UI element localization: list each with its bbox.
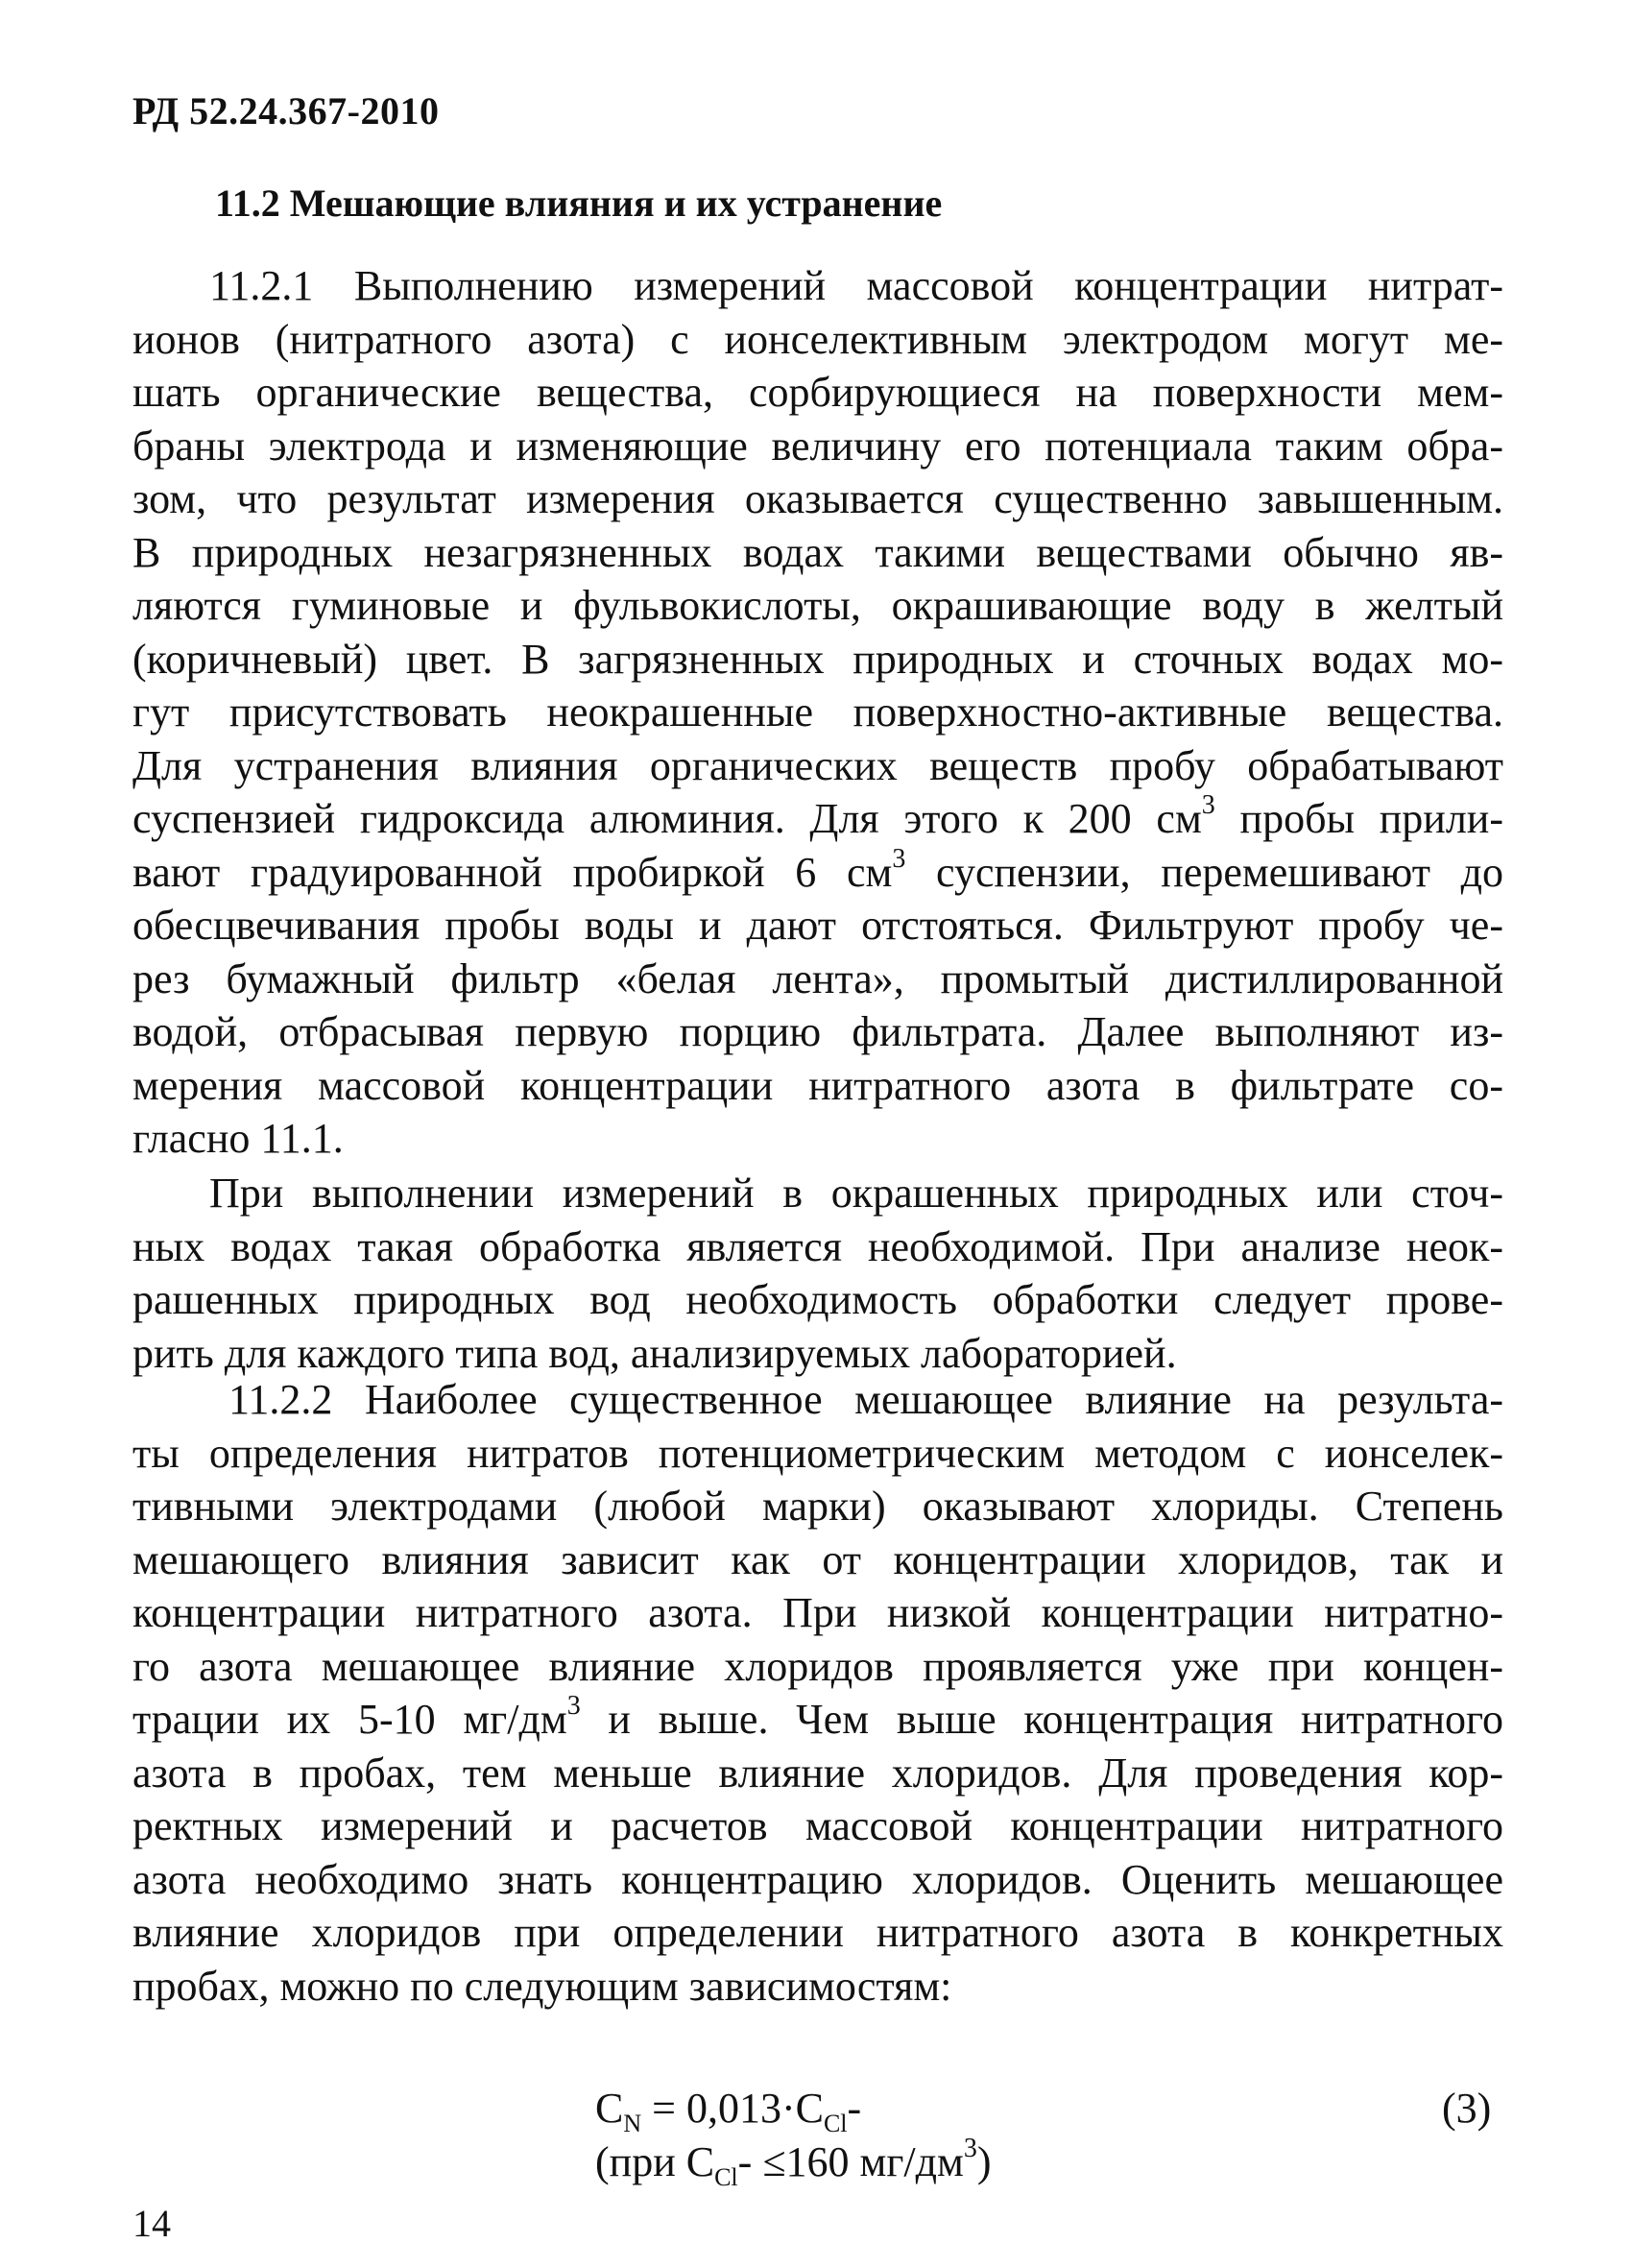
- text-line: браны электрода и изменяющие величину его потенциала таким обра-: [132, 422, 1503, 470]
- text-line: шать органические вещества, сорбирующиеся на поверхности мем-: [132, 369, 1503, 416]
- formula-number: (3): [1442, 2085, 1492, 2132]
- text-line: тивными электродами (любой марки) оказывают хлориды. Степень: [132, 1483, 1503, 1530]
- paragraph-colored-waters: [132, 1167, 1503, 1380]
- text-fragment: суспензией гидроксида алюминия. Для этого к 200 см: [132, 795, 1202, 842]
- paragraph-11-2-1: [132, 259, 1503, 1166]
- text-line: мерения массовой концентрации нитратного азота в фильтрате со-: [132, 1061, 1503, 1109]
- text-line: ляются гуминовые и фульвокислоты, окрашивающие воду в желтый: [132, 582, 1503, 629]
- superscript: 3: [963, 2134, 977, 2164]
- text-line: гласно 11.1.: [132, 1115, 344, 1162]
- paragraph-11-2-2: [132, 1373, 1503, 2013]
- text-fragment: трации их 5-10 мг/дм: [132, 1696, 567, 1743]
- text-fragment: и выше. Чем выше концентрация нитратного: [580, 1696, 1504, 1743]
- text-line: обесцвечивания пробы воды и дают отстояться. Фильтруют пробу че-: [132, 902, 1503, 949]
- text-line: зом, что результат измерения оказывается существенно завышенным.: [132, 475, 1503, 522]
- text-line: гут присутствовать неокрашенные поверхностно-активные вещества.: [132, 688, 1503, 736]
- text-line: го азота мешающее влияние хлоридов проявляется уже при концен-: [132, 1642, 1503, 1690]
- text-line: пробах, можно по следующим зависимостям:: [132, 1962, 952, 2010]
- text-line: влияние хлоридов при определении нитратного азота в конкретных: [132, 1909, 1503, 1956]
- text-fragment: пробы прили-: [1214, 795, 1503, 842]
- text-line: [132, 843, 1503, 900]
- text-line: 11.2.1 Выполнению измерений массовой концентрации нитрат-: [209, 262, 1503, 309]
- text-line: ных водах такая обработка является необходимой. При анализе неок-: [132, 1222, 1503, 1270]
- text-line: азота в пробах, тем меньше влияние хлоридов. Для проведения кор-: [132, 1749, 1503, 1797]
- text-line: азота необходимо знать концентрацию хлоридов. Оценить мешающее: [132, 1855, 1503, 1903]
- text-line: (коричневый) цвет. В загрязненных природных и сточных водах мо-: [132, 635, 1503, 683]
- page-number: 14: [132, 2202, 171, 2245]
- text-line: концентрации нитратного азота. При низкой концентрации нитратно-: [132, 1589, 1503, 1636]
- formula-3: [595, 2084, 862, 2137]
- text-line: [132, 1693, 1503, 1747]
- subscript: Cl: [823, 2109, 848, 2137]
- text-line: Для устранения влияния органических веществ пробу обрабатывают: [132, 741, 1503, 789]
- text-line: ректных измерений и расчетов массовой концентрации нитратного: [132, 1802, 1503, 1849]
- text-fragment: суспензии, перемешивают до: [905, 848, 1503, 896]
- document-code: РД 52.24.367-2010: [132, 89, 440, 133]
- text-line: рить для каждого типа вод, анализируемых лабораторией.: [132, 1329, 1177, 1377]
- formula-text: -: [847, 2085, 862, 2132]
- text-line: В природных незагрязненных водах такими веществами обычно яв-: [132, 528, 1503, 576]
- text-line: ты определения нитратов потенциометрическим методом с ионселек-: [132, 1429, 1503, 1477]
- formula-text: - ≤160 мг/дм: [737, 2138, 964, 2185]
- formula-text: ): [976, 2138, 992, 2185]
- formula-text: (при C: [595, 2138, 715, 2185]
- superscript: 3: [892, 843, 906, 874]
- section-heading: 11.2 Мешающие влияния и их устранение: [215, 181, 943, 225]
- subscript: N: [623, 2109, 642, 2137]
- text-line: рашенных природных вод необходимость обработки следует прове-: [132, 1276, 1503, 1323]
- text-fragment: вают градуированной пробиркой 6 см: [132, 848, 893, 896]
- text-line: водой, отбрасывая первую порцию фильтрата. Далее выполняют из-: [132, 1008, 1503, 1055]
- superscript: 3: [566, 1691, 581, 1722]
- text-line: мешающего влияния зависит как от концентрации хлоридов, так и: [132, 1535, 1503, 1583]
- subscript: Cl: [714, 2162, 738, 2191]
- text-line: 11.2.2 Наиболее существенное мешающее влияние на результа-: [228, 1376, 1503, 1423]
- formula-symbol: C: [595, 2085, 624, 2132]
- formula-condition: [595, 2134, 992, 2191]
- superscript: 3: [1201, 790, 1215, 821]
- text-line: [132, 792, 1503, 846]
- text-line: рез бумажный фильтр «белая лента», промытый дистиллированной: [132, 954, 1503, 1002]
- formula-text: = 0,013·C: [641, 2085, 824, 2132]
- text-line: ионов (нитратного азота) с ионселективным электродом могут ме-: [132, 315, 1503, 363]
- text-line: При выполнении измерений в окрашенных природных или сточ-: [209, 1170, 1503, 1217]
